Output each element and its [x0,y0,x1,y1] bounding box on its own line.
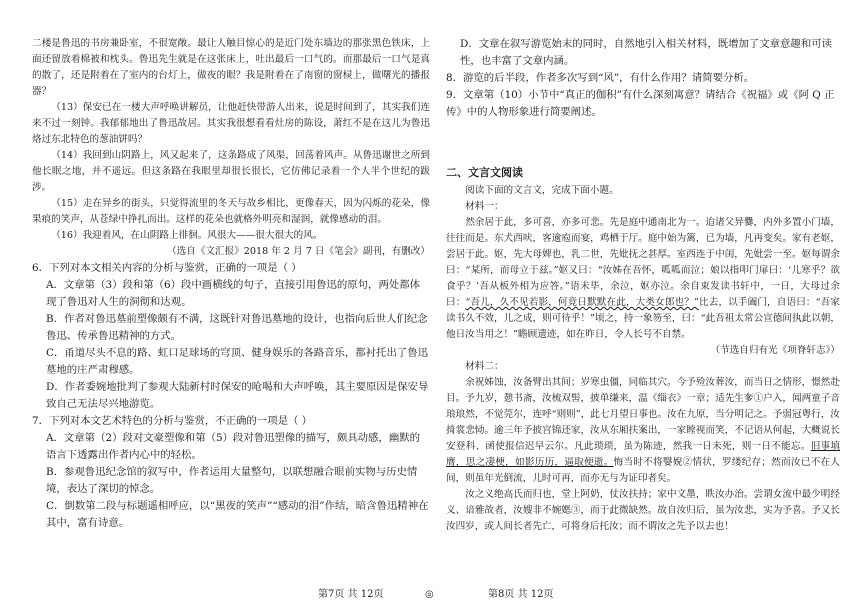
right-page [446,36,840,535]
question-6-option-c: C．甬道尽头不息的路、虹口足球场的穹顶、健身娱乐的各路音乐，都衬托出了鲁迅墓地的庄严肃穆感。 [46,347,429,376]
material-2-paragraph-1 [446,375,840,487]
essay-paragraph-13: （13）保安已在一楼大声呼唤讲解员，让他赶快带游人出来，说是时间到了，其实我们连来不过一刻钟。我郁郁地出了鲁迅故居。其实我很想看看灶房的陈设，萧红不是在这儿为鲁迅烙过东北特色的葱油饼吗？ [32,102,430,145]
section-instruction: 阅读下面的文言文，完成下面小题。 [465,185,619,196]
material-1-wavy-underlined-sentence: “吾儿，久不见若影，何竟日默默在此，大类女郎也？” [465,297,699,308]
question-9: 9．文章第（10）小节中“真正的伽积”有什么深刻寓意？请结合《祝福》或《阿 Q 正传》中的人物形象进行简要阐述。 [446,89,835,118]
left-page [32,36,430,532]
material-2-part-2: 悔当时不将嫛婗②情状，罗缕纪存；然而汝已不在人间，则虽年光倒流，儿时可再，而亦无与为证印者矣。 [446,457,841,484]
blank-answer-space [446,121,840,159]
essay-paragraph-16: （16）我迎着风，在山阴路上徘徊。风很大——很大很大的风。 [51,230,323,241]
question-6-stem: 6．下列对本文相关内容的分析与鉴赏，正确的一项是（ ） [32,262,302,274]
question-7 [32,413,430,532]
question-7-option-d: D．文章在叙写游览始末的同时，自然地引入相关材料，既增加了文章意趣和可读性，也丰富了文章内涵。 [460,38,832,67]
center-mark: ◎ [425,589,434,600]
question-7-option-c: C．倒数第二段与标题遥相呼应，以“黑夜的笑声”“感动的泪”作结，暗含鲁迅精神在其中，富有诗意。 [46,500,429,529]
material-2-part-1: 余祝姊蚀，汝备臂出其间；岁寒虫僵，同临其穴。今予殓汝葬汝，而当日之情形，憬然赴目。予九岁，憩书斋，汝梳双髻，披单缣来，温《缁衣》一章；适先生奓①户入，闻两童子音琅琅然，不觉莞尔，连呼“则则”，此七月望日事也。汝在九原，当分明记之。予弱冠粤行，汝掎裳悲恸。逾三年予披宫锦还家，汝从东厢扶案出，一家瞠视而笑，不记语从何起，大概说长安登科、函使报信迟早云尔。凡此琐琐，虽为陈迹，然我一日未死，则一日不能忘。 [446,377,840,452]
material-1-part-2: 比去，以手阖门，自语曰：“吾家读书久不效，儿之成，则可待乎！”顷之，持一象笏至，曰：“此吾祖太常公宣德间执此以朝，他日汝当用之！”瞻顾遗迹，如在昨日，令人长号不自禁。 [446,297,840,340]
question-7-option-a: A．文章第（2）段对文豪塑像和第（5）段对鲁迅塑像的描写，颇具动感，幽默的语言下透露出作者内心中的轻松。 [46,432,421,461]
question-7-option-b: B．参观鲁迅纪念馆的叙写中，作者运用大量整句，以联想融合眼前实物与历史情境，表达了深切的悼念。 [46,466,418,495]
material-2-paragraph-2: 汝之义绝高氏而归也，堂上阿奶，仗汝扶持；家中文墨，眣汝办治。尝谓女流中最少明经义、谙雅故者，汝嫂非不婉嫕③，而于此微缺然。故自汝归后，虽为汝悲，实为予喜。予又长汝四岁，或人间长者先亡，可将身后托汝；而不谓汝之先予以去也！ [446,489,840,532]
page-number-right: 第8页 共 12页 [488,589,554,600]
section-heading: 二、文言文阅读 [446,166,523,179]
question-8: 8．游览的后半段，作者多次写到“风”，有什么作用？请简要分析。 [446,72,755,84]
material-1-text [446,215,840,343]
material-1-source: （节选自归有光《项脊轩志》） [710,345,840,356]
question-7-stem: 7．下列对本文艺术特色的分析与鉴赏，不正确的一项是（ ） [32,415,313,427]
material-2-label: 材料二： [465,361,504,372]
page-number-left: 第7页 共 12页 [318,589,384,600]
material-2-underlined-sentence: 旧事填膺，思之凄梗，如影历历，逼取便逝。 [446,441,841,468]
material-1-label: 材料一： [465,201,504,212]
question-6-option-a: A．文章第（3）段和第（6）段中画横线的句子，直接引用鲁迅的原句，两处都体现了鲁迅对人生的洞彻和达观。 [46,279,421,308]
essay-source: （选自《文汇报》2018 年 2 月 7 日《笔会》副刊，有删改） [167,246,430,257]
question-6 [32,260,430,413]
essay-paragraph-continued: 二楼是鲁迅的书房兼卧室，不很宽敞。最让人触目惊心的是近门处东墙边的那张黑色铁床，上面还留放着棉被和枕头。鲁迅先生就是在这张床上，吐出最后一口气的。而那最后一口气是真的散了，还是附着在了室内的台灯上，做夜的眼？我是附着在了南窗的窗棂上，做曙光的播报器？ [32,38,430,97]
essay-paragraph-15: （15）走在异乡的街头，只觉得流里的冬天与故乡相比，更像春天，因为闪烁的花朵，像果痕的笑声，从苍绿中挣扎而出。这样的花朵也就格外明亮和湿润，就像感动的泪。 [32,198,430,225]
question-6-option-b: B．作者对鲁迅墓前塑像颇有不满，这既针对鲁迅墓地的设计，也指向后世人们纪念鲁迅、传承鲁迅精神的方式。 [46,313,428,342]
essay-paragraph-14: （14）我回到山阴路上，风又起来了，这条路成了风渠，回荡着风声。从鲁迅谢世之所到他长眠之地，并不遥远。但这条路在我眼里却很长很长，它仿佛记录着一个人半个世纪的跋涉。 [32,150,430,193]
question-6-option-d: D．作者委婉地批判了参观大陆新村时保安的呛喝和大声呼唤，其主要原因是保安导致自己无法尽兴地游览。 [46,381,429,410]
material-1-part-1: 然余居于此，多可喜，亦多可悲。先是庭中通南北为一。迨诸父异爨，内外多置小门墙，往往而是。东犬西吠，客逾庖而宴，鸡栖于厅。庭中始为篱，已为墙，凡再变矣。家有老妪，尝居于此。妪，先大母婢也，乳二世，先妣抚之甚厚。室西连于中闺，先妣尝一至。妪每谓余曰：“某所，而母立于兹。”妪又曰：“汝姊在吾怀，呱呱而泣；娘以指叩门扉曰：‘儿寒乎？欲食乎？’吾从板外相为应答。”语未毕，余泣，妪亦泣。余自束发读书轩中，一日，大母过余曰： [446,217,840,308]
